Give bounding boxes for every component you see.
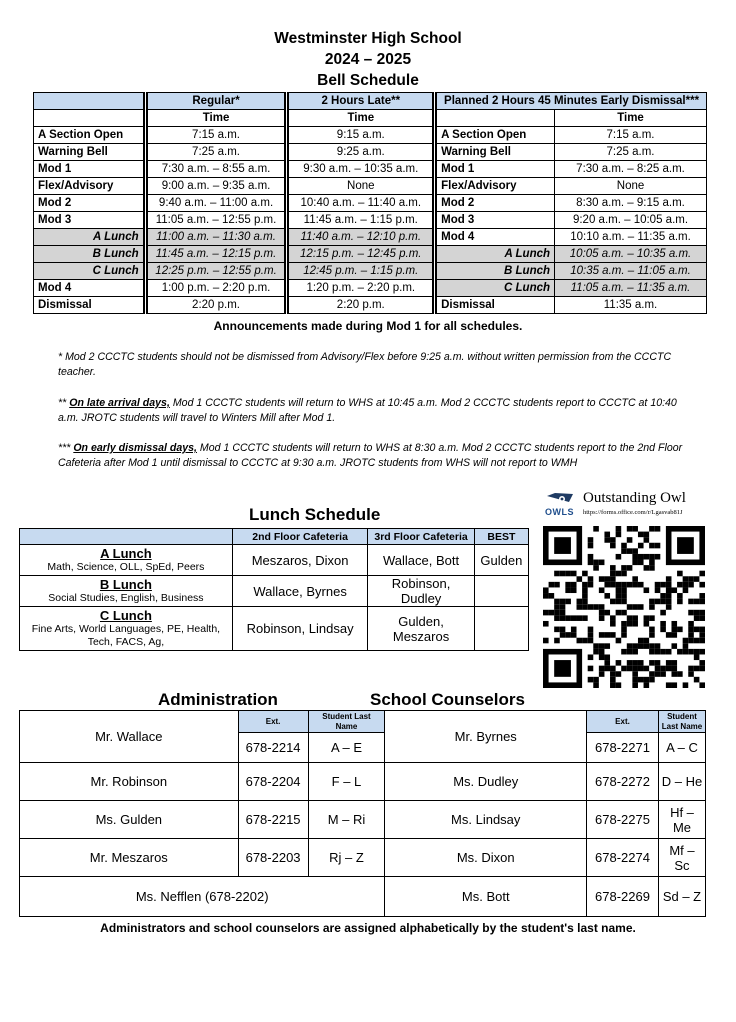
admin-name: Mr. Wallace bbox=[20, 711, 239, 763]
lunch-name: A Lunch bbox=[100, 545, 152, 561]
early-period-label: C Lunch bbox=[435, 280, 555, 297]
staff-table bbox=[19, 710, 706, 917]
admin-ext: 678-2204 bbox=[238, 763, 308, 801]
early-time: 7:15 a.m. bbox=[555, 127, 707, 144]
early-period-label: A Lunch bbox=[435, 246, 555, 263]
period-label: Mod 3 bbox=[34, 212, 146, 229]
admin-title: Administration bbox=[158, 690, 278, 709]
schedule-title: Bell Schedule bbox=[317, 72, 419, 89]
lunch-group bbox=[20, 607, 233, 651]
owl-url[interactable]: https://forms.office.com/r/Lgasvab81J bbox=[583, 509, 683, 516]
lunch-row bbox=[20, 545, 529, 576]
lunch-col-best: BEST bbox=[474, 529, 528, 545]
admin-range: M – Ri bbox=[308, 801, 385, 839]
lunch-group bbox=[20, 545, 233, 576]
bell-row bbox=[34, 161, 707, 178]
regular-time: 7:30 a.m. – 8:55 a.m. bbox=[145, 161, 287, 178]
period-label: B Lunch bbox=[34, 246, 146, 263]
lunch-subjects: Social Studies, English, Business bbox=[48, 591, 204, 604]
owl-logo-text: OWLS bbox=[545, 507, 574, 517]
counselor-ext: 678-2274 bbox=[587, 839, 659, 877]
period-label: Mod 1 bbox=[34, 161, 146, 178]
counselor-range: Sd – Z bbox=[658, 877, 705, 917]
counselor-title: School Counselors bbox=[370, 690, 525, 709]
early-time: 7:25 a.m. bbox=[555, 144, 707, 161]
early-time: 11:35 a.m. bbox=[555, 297, 707, 314]
admin-range: Rj – Z bbox=[308, 839, 385, 877]
lunch-col-3rd: 3rd Floor Cafeteria bbox=[368, 529, 474, 545]
late-time: 12:15 p.m. – 12:45 p.m. bbox=[287, 246, 435, 263]
staff-header-row bbox=[20, 711, 706, 733]
lunch-name: C Lunch bbox=[99, 607, 152, 623]
regular-time: 11:00 a.m. – 11:30 a.m. bbox=[145, 229, 287, 246]
note-regular: * Mod 2 CCCTC students should not be dismissed from Advisory/Flex before 9:25 a.m. without written permission from the CCCTC teacher. bbox=[58, 351, 672, 378]
bell-row bbox=[34, 144, 707, 161]
counselor-name: Ms. Dixon bbox=[385, 839, 587, 877]
lunch-best bbox=[474, 607, 528, 651]
lastname-header: Student Last Name bbox=[308, 711, 385, 733]
early-time: None bbox=[555, 178, 707, 195]
bell-row bbox=[34, 263, 707, 280]
note-early-prefix: *** bbox=[58, 442, 74, 454]
school-year: 2024 – 2025 bbox=[324, 51, 412, 68]
col-late: 2 Hours Late** bbox=[287, 93, 435, 110]
staff-row bbox=[20, 877, 706, 917]
period-label: A Section Open bbox=[34, 127, 146, 144]
note-late-heading: On late arrival days, bbox=[69, 397, 170, 409]
announcement: Announcements made during Mod 1 for all schedules. bbox=[213, 319, 523, 333]
late-time: 11:45 a.m. – 1:15 p.m. bbox=[287, 212, 435, 229]
regular-time: 11:45 a.m. – 12:15 p.m. bbox=[145, 246, 287, 263]
bell-row bbox=[34, 246, 707, 263]
lunch-row bbox=[20, 576, 529, 607]
regular-time: 12:25 p.m. – 12:55 p.m. bbox=[145, 263, 287, 280]
late-time: 9:15 a.m. bbox=[287, 127, 435, 144]
regular-time: 7:15 a.m. bbox=[145, 127, 287, 144]
lunch-floor2: Wallace, Byrnes bbox=[232, 576, 368, 607]
admin-ext: 678-2215 bbox=[238, 801, 308, 839]
early-time: 10:10 a.m. – 11:35 a.m. bbox=[555, 229, 707, 246]
counselor-ext: 678-2275 bbox=[587, 801, 659, 839]
bell-row bbox=[34, 178, 707, 195]
lunch-group bbox=[20, 576, 233, 607]
admin-name: Mr. Robinson bbox=[20, 763, 239, 801]
owl-title: Outstanding Owl bbox=[583, 490, 686, 506]
admin-name: Ms. Gulden bbox=[20, 801, 239, 839]
staff-row bbox=[20, 839, 706, 877]
regular-time: 11:05 a.m. – 12:55 p.m. bbox=[145, 212, 287, 229]
period-label: Mod 4 bbox=[34, 280, 146, 297]
late-time: 11:40 a.m. – 12:10 p.m. bbox=[287, 229, 435, 246]
late-time: None bbox=[287, 178, 435, 195]
school-name: Westminster High School bbox=[274, 30, 462, 47]
time-header: Time bbox=[145, 110, 287, 127]
bell-row bbox=[34, 212, 707, 229]
col-early: Planned 2 Hours 45 Minutes Early Dismissal*** bbox=[435, 93, 707, 110]
regular-time: 2:20 p.m. bbox=[145, 297, 287, 314]
admin-ext: 678-2203 bbox=[238, 839, 308, 877]
bell-row bbox=[34, 229, 707, 246]
late-time: 1:20 p.m. – 2:20 p.m. bbox=[287, 280, 435, 297]
lunch-floor3: Wallace, Bott bbox=[368, 545, 474, 576]
lunch-best bbox=[474, 576, 528, 607]
early-period-label: Warning Bell bbox=[435, 144, 555, 161]
counselor-name: Ms. Bott bbox=[385, 877, 587, 917]
bell-row bbox=[34, 280, 707, 297]
counselor-ext: 678-2271 bbox=[587, 733, 659, 763]
early-time: 11:05 a.m. – 11:35 a.m. bbox=[555, 280, 707, 297]
note-early-heading: On early dismissal days, bbox=[73, 442, 197, 454]
early-period-label: Mod 4 bbox=[435, 229, 555, 246]
late-time: 10:40 a.m. – 11:40 a.m. bbox=[287, 195, 435, 212]
period-label: Mod 2 bbox=[34, 195, 146, 212]
counselor-name: Mr. Byrnes bbox=[385, 711, 587, 763]
note-late bbox=[58, 396, 688, 426]
lunch-row bbox=[20, 607, 529, 651]
lunch-subjects: Fine Arts, World Languages, PE, Health, Tech, FACS, Ag, bbox=[31, 622, 221, 648]
qr-code[interactable] bbox=[543, 526, 705, 688]
bell-schedule-table bbox=[33, 92, 707, 314]
admin-range: F – L bbox=[308, 763, 385, 801]
lunch-name: B Lunch bbox=[99, 576, 152, 592]
early-time: 8:30 a.m. – 9:15 a.m. bbox=[555, 195, 707, 212]
counselor-name: Ms. Lindsay bbox=[385, 801, 587, 839]
owl-banner bbox=[543, 490, 708, 520]
counselor-range: Hf – Me bbox=[658, 801, 705, 839]
early-time: 10:35 a.m. – 11:05 a.m. bbox=[555, 263, 707, 280]
counselor-range: D – He bbox=[658, 763, 705, 801]
early-period-label: B Lunch bbox=[435, 263, 555, 280]
lunch-floor3: Robinson, Dudley bbox=[368, 576, 474, 607]
regular-time: 9:00 a.m. – 9:35 a.m. bbox=[145, 178, 287, 195]
note-early bbox=[58, 441, 688, 471]
counselor-range: A – C bbox=[658, 733, 705, 763]
regular-time: 9:40 a.m. – 11:00 a.m. bbox=[145, 195, 287, 212]
staff-row bbox=[20, 801, 706, 839]
lastname-header: Student Last Name bbox=[658, 711, 705, 733]
early-time: 9:20 a.m. – 10:05 a.m. bbox=[555, 212, 707, 229]
admin-range: A – E bbox=[308, 733, 385, 763]
lunch-best: Gulden bbox=[474, 545, 528, 576]
late-time: 2:20 p.m. bbox=[287, 297, 435, 314]
counselor-name: Ms. Dudley bbox=[385, 763, 587, 801]
counselor-ext: 678-2272 bbox=[587, 763, 659, 801]
late-time: 9:30 a.m. – 10:35 a.m. bbox=[287, 161, 435, 178]
note-late-text: Mod 1 CCCTC students will return to WHS at 10:45 a.m. Mod 2 CCCTC students report to CCCTC at 10:40 a.m. JROTC students will travel to Winters Mill after Mod 1. bbox=[58, 397, 677, 424]
late-time: 12:45 p.m. – 1:15 p.m. bbox=[287, 263, 435, 280]
lunch-col-2nd: 2nd Floor Cafeteria bbox=[232, 529, 368, 545]
early-period-label: Mod 1 bbox=[435, 161, 555, 178]
time-header: Time bbox=[555, 110, 707, 127]
counselor-range: Mf – Sc bbox=[658, 839, 705, 877]
early-period-label: Dismissal bbox=[435, 297, 555, 314]
early-period-label: Flex/Advisory bbox=[435, 178, 555, 195]
period-label: C Lunch bbox=[34, 263, 146, 280]
lunch-floor3: Gulden, Meszaros bbox=[368, 607, 474, 651]
note-early-text: Mod 1 CCCTC students will return to WHS at 8:30 a.m. Mod 2 CCCTC students report to the 2nd Floor Cafeteria after Mod 1 until dismissal to CCCTC at 9:30 a.m. JROTC students from WHS will not report to WMH bbox=[58, 442, 683, 469]
early-time: 7:30 a.m. – 8:25 a.m. bbox=[555, 161, 707, 178]
ext-header: Ext. bbox=[238, 711, 308, 733]
lunch-title: Lunch Schedule bbox=[249, 505, 381, 524]
period-label: Warning Bell bbox=[34, 144, 146, 161]
admin-name: Mr. Meszaros bbox=[20, 839, 239, 877]
lunch-table bbox=[19, 528, 529, 651]
admin-extra: Ms. Nefflen (678-2202) bbox=[20, 877, 385, 917]
early-period-label: Mod 3 bbox=[435, 212, 555, 229]
counselor-ext: 678-2269 bbox=[587, 877, 659, 917]
bell-row bbox=[34, 195, 707, 212]
bell-row bbox=[34, 127, 707, 144]
staff-footer: Administrators and school counselors are assigned alphabetically by the student's last name. bbox=[100, 921, 636, 935]
late-time: 9:25 a.m. bbox=[287, 144, 435, 161]
early-period-label: A Section Open bbox=[435, 127, 555, 144]
lunch-floor2: Robinson, Lindsay bbox=[232, 607, 368, 651]
lunch-floor2: Meszaros, Dixon bbox=[232, 545, 368, 576]
time-header: Time bbox=[287, 110, 435, 127]
staff-row bbox=[20, 763, 706, 801]
period-label: Dismissal bbox=[34, 297, 146, 314]
period-label: A Lunch bbox=[34, 229, 146, 246]
admin-ext: 678-2214 bbox=[238, 733, 308, 763]
note-late-prefix: ** bbox=[58, 397, 70, 409]
ext-header: Ext. bbox=[587, 711, 659, 733]
early-period-label: Mod 2 bbox=[435, 195, 555, 212]
col-regular: Regular* bbox=[145, 93, 287, 110]
bell-row bbox=[34, 297, 707, 314]
lunch-subjects: Math, Science, OLL, SpEd, Peers bbox=[47, 560, 205, 573]
regular-time: 1:00 p.m. – 2:20 p.m. bbox=[145, 280, 287, 297]
period-label: Flex/Advisory bbox=[34, 178, 146, 195]
regular-time: 7:25 a.m. bbox=[145, 144, 287, 161]
early-time: 10:05 a.m. – 10:35 a.m. bbox=[555, 246, 707, 263]
